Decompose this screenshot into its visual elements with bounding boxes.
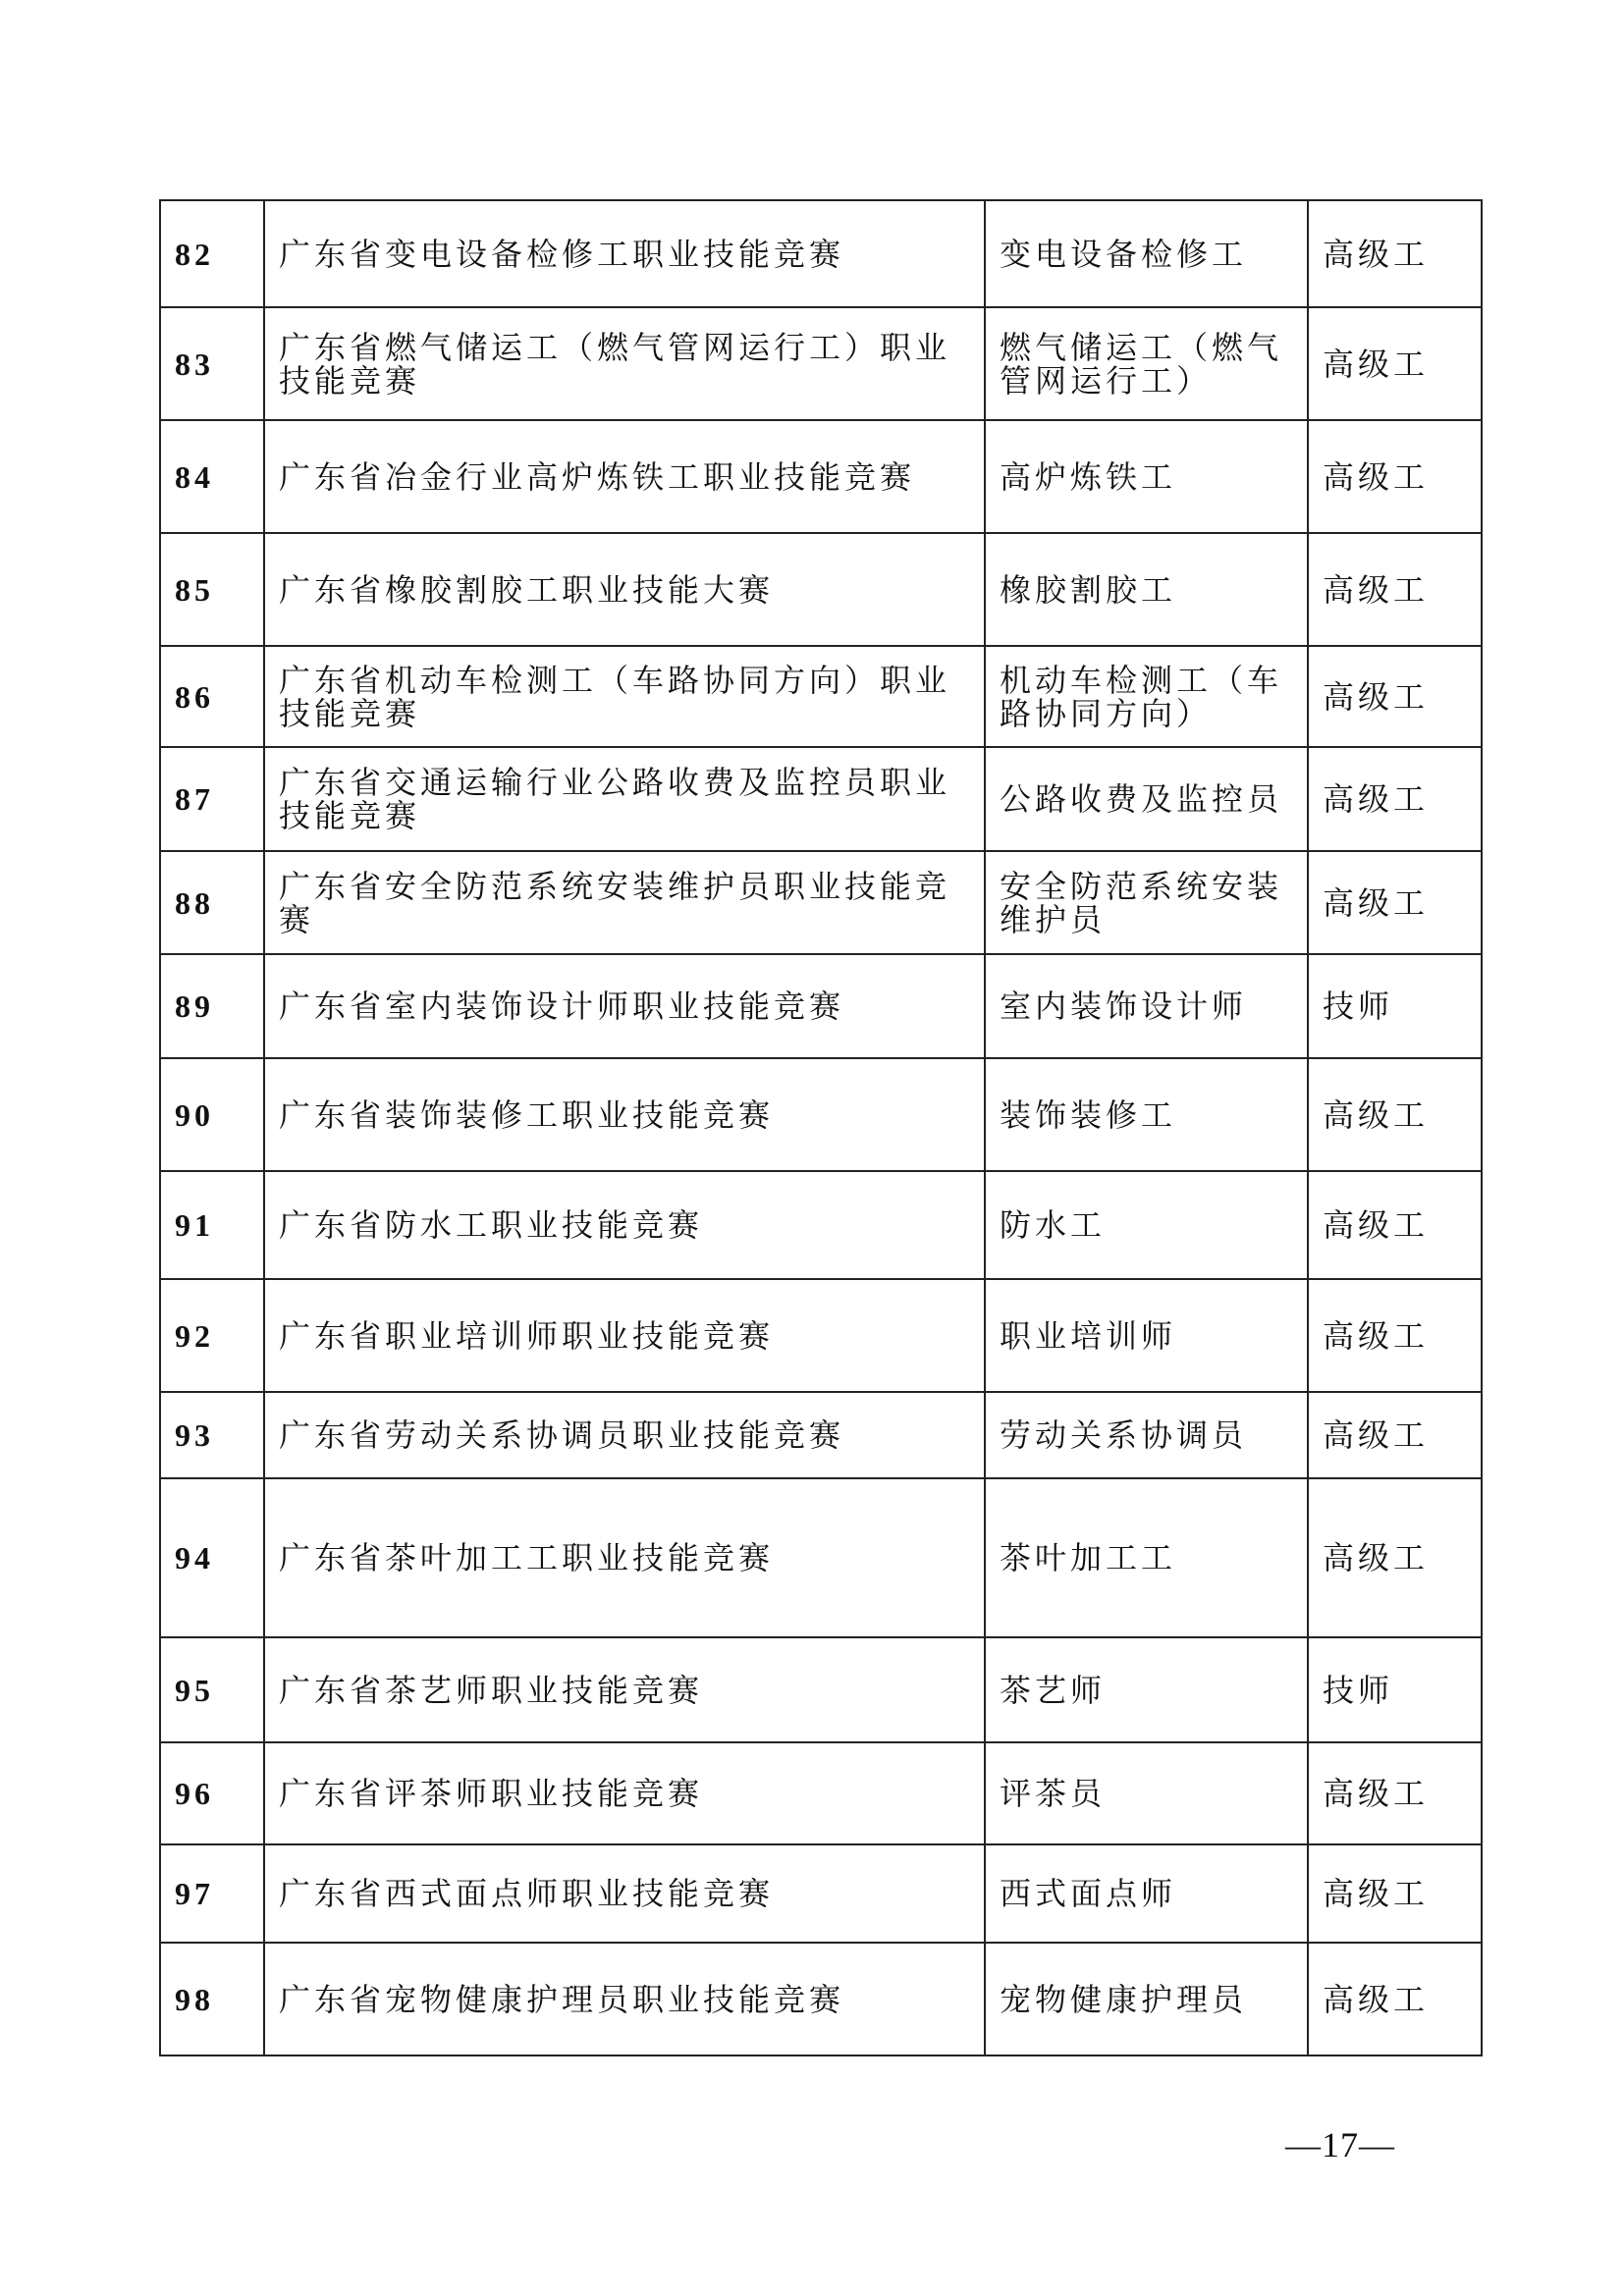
table-row	[160, 1844, 1482, 1943]
table-row	[160, 747, 1482, 851]
table-row	[160, 1392, 1482, 1478]
occupation: 装饰装修工	[985, 1058, 1308, 1171]
row-number: 90	[160, 1058, 264, 1171]
table-row	[160, 1742, 1482, 1844]
occupation: 西式面点师	[985, 1844, 1308, 1943]
table-row	[160, 1058, 1482, 1171]
skill-level: 高级工	[1308, 307, 1482, 420]
skill-level: 高级工	[1308, 533, 1482, 646]
table-row	[160, 1943, 1482, 2056]
table-row	[160, 1279, 1482, 1392]
skill-level: 高级工	[1308, 1844, 1482, 1943]
competition-table	[159, 199, 1483, 2056]
row-number: 95	[160, 1637, 264, 1742]
row-number: 98	[160, 1943, 264, 2056]
page-number: —17—	[1285, 2125, 1395, 2164]
competition-name: 广东省燃气储运工（燃气管网运行工）职业技能竞赛	[264, 307, 985, 420]
row-number: 94	[160, 1478, 264, 1637]
skill-level: 高级工	[1308, 1392, 1482, 1478]
occupation: 安全防范系统安装维护员	[985, 851, 1308, 954]
row-number: 82	[160, 200, 264, 307]
competition-name: 广东省装饰装修工职业技能竞赛	[264, 1058, 985, 1171]
skill-level: 高级工	[1308, 420, 1482, 533]
competition-name: 广东省防水工职业技能竞赛	[264, 1171, 985, 1279]
skill-level: 高级工	[1308, 1279, 1482, 1392]
skill-level: 技师	[1308, 1637, 1482, 1742]
competition-name: 广东省茶艺师职业技能竞赛	[264, 1637, 985, 1742]
table-row	[160, 307, 1482, 420]
table-row	[160, 954, 1482, 1058]
row-number: 84	[160, 420, 264, 533]
skill-level: 高级工	[1308, 1742, 1482, 1844]
row-number: 86	[160, 646, 264, 747]
table-row	[160, 533, 1482, 646]
table-row	[160, 420, 1482, 533]
occupation: 劳动关系协调员	[985, 1392, 1308, 1478]
skill-level: 高级工	[1308, 1478, 1482, 1637]
row-number: 92	[160, 1279, 264, 1392]
row-number: 89	[160, 954, 264, 1058]
row-number: 85	[160, 533, 264, 646]
competition-name: 广东省劳动关系协调员职业技能竞赛	[264, 1392, 985, 1478]
row-number: 91	[160, 1171, 264, 1279]
skill-level: 技师	[1308, 954, 1482, 1058]
skill-level: 高级工	[1308, 200, 1482, 307]
row-number: 97	[160, 1844, 264, 1943]
competition-name: 广东省茶叶加工工职业技能竞赛	[264, 1478, 985, 1637]
occupation: 评茶员	[985, 1742, 1308, 1844]
occupation: 燃气储运工（燃气管网运行工）	[985, 307, 1308, 420]
skill-level: 高级工	[1308, 1943, 1482, 2056]
competition-name: 广东省西式面点师职业技能竞赛	[264, 1844, 985, 1943]
table-row	[160, 1637, 1482, 1742]
occupation: 防水工	[985, 1171, 1308, 1279]
table-row	[160, 200, 1482, 307]
table-row	[160, 1171, 1482, 1279]
competition-name: 广东省变电设备检修工职业技能竞赛	[264, 200, 985, 307]
competition-name: 广东省职业培训师职业技能竞赛	[264, 1279, 985, 1392]
row-number: 96	[160, 1742, 264, 1844]
table-row	[160, 646, 1482, 747]
table-row	[160, 1478, 1482, 1637]
competition-name: 广东省冶金行业高炉炼铁工职业技能竞赛	[264, 420, 985, 533]
row-number: 88	[160, 851, 264, 954]
occupation: 室内装饰设计师	[985, 954, 1308, 1058]
competition-name: 广东省橡胶割胶工职业技能大赛	[264, 533, 985, 646]
competition-name: 广东省宠物健康护理员职业技能竞赛	[264, 1943, 985, 2056]
skill-level: 高级工	[1308, 1058, 1482, 1171]
occupation: 公路收费及监控员	[985, 747, 1308, 851]
occupation: 茶艺师	[985, 1637, 1308, 1742]
row-number: 83	[160, 307, 264, 420]
table-row	[160, 851, 1482, 954]
skill-level: 高级工	[1308, 747, 1482, 851]
skill-level: 高级工	[1308, 851, 1482, 954]
row-number: 93	[160, 1392, 264, 1478]
occupation: 机动车检测工（车路协同方向）	[985, 646, 1308, 747]
competition-name: 广东省评茶师职业技能竞赛	[264, 1742, 985, 1844]
occupation: 宠物健康护理员	[985, 1943, 1308, 2056]
competition-name: 广东省交通运输行业公路收费及监控员职业技能竞赛	[264, 747, 985, 851]
occupation: 职业培训师	[985, 1279, 1308, 1392]
competition-name: 广东省室内装饰设计师职业技能竞赛	[264, 954, 985, 1058]
occupation: 橡胶割胶工	[985, 533, 1308, 646]
skill-level: 高级工	[1308, 646, 1482, 747]
occupation: 茶叶加工工	[985, 1478, 1308, 1637]
occupation: 变电设备检修工	[985, 200, 1308, 307]
competition-name: 广东省安全防范系统安装维护员职业技能竞赛	[264, 851, 985, 954]
occupation: 高炉炼铁工	[985, 420, 1308, 533]
competition-name: 广东省机动车检测工（车路协同方向）职业技能竞赛	[264, 646, 985, 747]
row-number: 87	[160, 747, 264, 851]
skill-level: 高级工	[1308, 1171, 1482, 1279]
